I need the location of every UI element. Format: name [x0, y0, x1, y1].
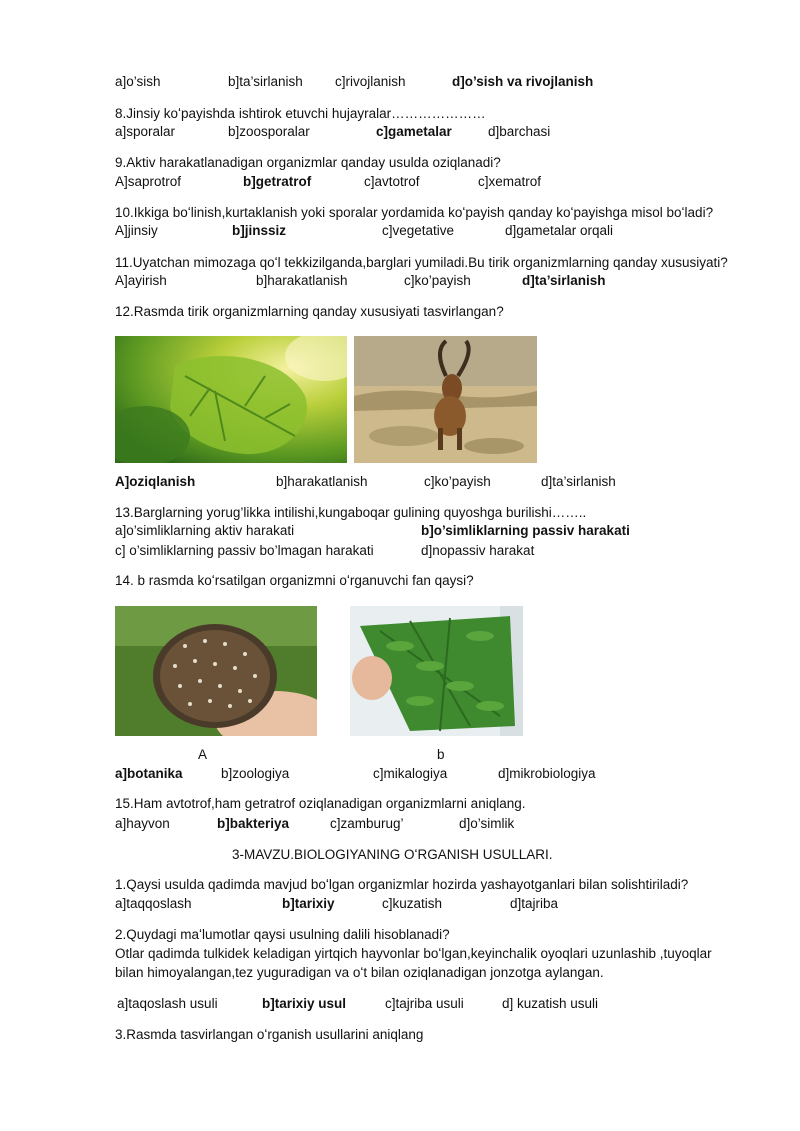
q12-option-b: b]harakatlanish	[276, 474, 368, 489]
q10-option-a: A]jinsiy	[115, 223, 158, 238]
question-11: 11.Uyatchan mimozaga qoʻl tekkizilganda,barglari yumiladi.Bu tirik organizmlarning qanday xususiyati?	[115, 255, 728, 270]
section-title: 3-MAVZU.BIOLOGIYANING OʻRGANISH USULLARI.	[232, 847, 553, 862]
question-10: 10.Ikkiga boʻlinish,kurtaklanish yoki sporalar yordamida koʻpayish qanday koʻpayishga misol boʻladi?	[115, 205, 714, 220]
question-13: 13.Barglarning yorug’likka intilishi,kungaboqar gulining quyoshga burilishi……..	[115, 505, 587, 520]
question-9: 9.Aktiv harakatlanadigan organizmlar qanday usulda oziqlanadi?	[115, 155, 501, 170]
q8-option-b: b]zoosporalar	[228, 124, 310, 139]
s2-option-a: a]taqoslash usuli	[117, 996, 218, 1011]
q15-option-d: d]o’simlik	[459, 816, 515, 831]
s2-passage-line-2: bilan himoyalangan,tez yuguradigan va oʻt bilan oziqlanadigan jonzotga aylangan.	[115, 965, 604, 980]
question-12: 12.Rasmda tirik organizmlarning qanday xususiyati tasvirlangan?	[115, 304, 504, 319]
q11-option-a: A]ayirish	[115, 273, 167, 288]
hedgehog-photo	[115, 606, 317, 736]
ibex-photo	[354, 336, 537, 463]
q14-option-a: a]botanika	[115, 766, 183, 781]
q11-option-c: c]ko’payish	[404, 273, 471, 288]
fern-photo	[350, 606, 523, 736]
s2-option-b: b]tarixiy usul	[262, 996, 347, 1011]
photo-label-a: A	[198, 747, 208, 762]
q10-option-b: b]jinssiz	[232, 223, 287, 238]
q11-option-b: b]harakatlanish	[256, 273, 348, 288]
photo-label-b: b	[437, 747, 445, 762]
section-question-3: 3.Rasmda tasvirlangan oʻrganish usullarini aniqlang	[115, 1027, 424, 1042]
q9-option-d: c]xematrof	[478, 174, 542, 189]
q14-option-c: c]mikalogiya	[373, 766, 448, 781]
question-8: 8.Jinsiy koʻpayishda ishtirok etuvchi hujayralar…………………	[115, 106, 486, 121]
s1-option-b: b]tarixiy	[282, 896, 335, 911]
q10-option-c: c]vegetative	[382, 223, 455, 238]
section-question-1: 1.Qaysi usulda qadimda mavjud boʻlgan organizmlar hozirda yashayotganlari bilan solishtiriladi?	[115, 877, 689, 892]
q15-option-a: a]hayvon	[115, 816, 170, 831]
question-14: 14. b rasmda koʻrsatilgan organizmni oʻrganuvchi fan qaysi?	[115, 573, 474, 588]
q7-option-a: a]o’sish	[115, 74, 161, 89]
q13-option-b: b]o’simliklarning passiv harakati	[421, 523, 630, 538]
q7-option-c: c]rivojlanish	[335, 74, 406, 89]
q12-option-c: c]ko’payish	[424, 474, 491, 489]
q8-option-a: a]sporalar	[115, 124, 176, 139]
q14-option-b: b]zoologiya	[221, 766, 290, 781]
q15-option-c: c]zamburug’	[330, 816, 404, 831]
q9-option-a: A]saprotrof	[115, 174, 182, 189]
q8-option-d: d]barchasi	[488, 124, 551, 139]
question-15: 15.Ham avtotrof,ham getratrof oziqlanadigan organizmlarni aniqlang.	[115, 796, 526, 811]
q12-option-d: d]ta’sirlanish	[541, 474, 616, 489]
s2-option-d: d] kuzatish usuli	[502, 996, 599, 1011]
q10-option-d: d]gametalar orqali	[505, 223, 614, 238]
q8-option-c: c]gametalar	[376, 124, 452, 139]
s1-option-a: a]taqqoslash	[115, 896, 192, 911]
q15-option-b: b]bakteriya	[217, 816, 290, 831]
q9-option-b: b]getratrof	[243, 174, 312, 189]
q13-option-d: d]nopassiv harakat	[421, 543, 535, 558]
leaf-photo	[115, 336, 347, 463]
q7-option-d: d]o’sish va rivojlanish	[452, 74, 594, 89]
q13-option-a: a]o’simliklarning aktiv harakati	[115, 523, 295, 538]
q13-option-c: c] o’simliklarning passiv bo’lmagan harakati	[115, 543, 374, 558]
s2-option-c: c]tajriba usuli	[385, 996, 464, 1011]
s2-passage-line-1: Otlar qadimda tulkidek keladigan yirtqich hayvonlar boʻlgan,keyinchalik oyoqlari uzunlashib ,tuyoqlar	[115, 946, 712, 961]
s1-option-d: d]tajriba	[510, 896, 559, 911]
q14-option-d: d]mikrobiologiya	[498, 766, 596, 781]
s1-option-c: c]kuzatish	[382, 896, 443, 911]
q7-option-b: b]ta’sirlanish	[228, 74, 303, 89]
q9-option-c: c]avtotrof	[364, 174, 420, 189]
q12-option-a: A]oziqlanish	[115, 474, 196, 489]
q11-option-d: d]ta’sirlanish	[522, 273, 606, 288]
section-question-2: 2.Quydagi maʻlumotlar qaysi usulning dalili hisoblanadi?	[115, 927, 450, 942]
